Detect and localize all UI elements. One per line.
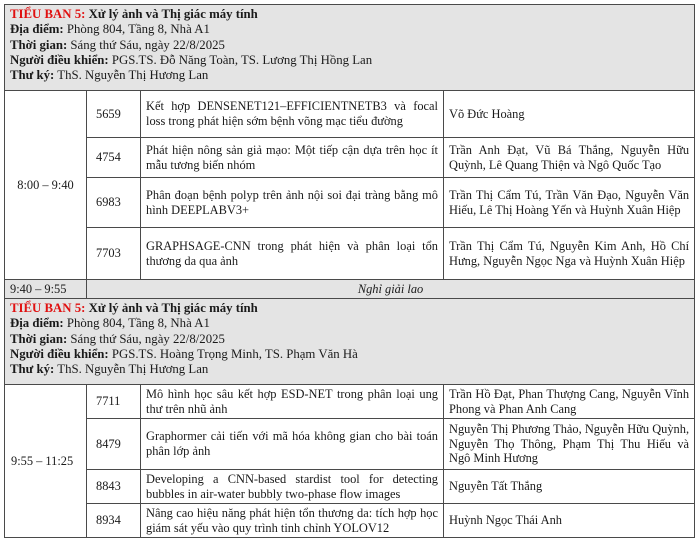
location-line: Địa điểm: Phòng 804, Tầng 8, Nhà A1 (10, 316, 210, 331)
paper-authors: Trần Hồ Đạt, Phan Thượng Cang, Nguyễn Vĩnh Phong và Phan Anh Cang (444, 385, 695, 419)
paper-authors: Huỳnh Ngọc Thái Anh (444, 504, 695, 538)
break-label: Nghỉ giải lao (87, 280, 695, 299)
break-row (5, 280, 695, 299)
time-slot: 9:55 – 11:25 (5, 385, 87, 538)
chairs-line: Người điều khiển: PGS.TS. Hoàng Trọng Minh, TS. Phạm Văn Hà (10, 346, 358, 361)
paper-id: 8479 (87, 419, 141, 470)
paper-authors: Võ Đức Hoàng (444, 91, 695, 138)
session-header-2 (5, 299, 695, 385)
paper-id: 7711 (87, 385, 141, 419)
paper-title: Developing a CNN-based stardist tool for detecting bubbles in air-water bubbly two-phase flow images (141, 470, 444, 504)
table-row (5, 504, 695, 538)
table-row (5, 91, 695, 138)
schedule-table (4, 4, 695, 538)
table-row (5, 419, 695, 470)
paper-authors: Trần Thị Cẩm Tú, Nguyễn Kim Anh, Hồ Chí Hưng, Nguyễn Ngọc Nga và Huỳnh Xuân Hiệp (444, 228, 695, 280)
paper-title: Phân đoạn bệnh polyp trên ảnh nội soi đại tràng bằng mô hình DEEPLABV3+ (141, 178, 444, 228)
time-slot: 8:00 – 9:40 (5, 91, 87, 280)
paper-id: 8934 (87, 504, 141, 538)
session-title-line: TIỂU BAN 5: Xử lý ảnh và Thị giác máy tính (10, 7, 258, 21)
table-row (5, 178, 695, 228)
paper-title: GRAPHSAGE-CNN trong phát hiện và phân loại tổn thương da qua ảnh (141, 228, 444, 280)
paper-title: Graphormer cải tiến với mã hóa không gian cho bài toán phân lớp ảnh (141, 419, 444, 470)
location-line: Địa điểm: Phòng 804, Tầng 8, Nhà A1 (10, 22, 210, 37)
paper-title: Kết hợp DENSENET121–EFFICIENTNETB3 và focal loss trong phát hiện sớm bệnh võng mạc tiểu đường (141, 91, 444, 138)
paper-id: 8843 (87, 470, 141, 504)
paper-id: 4754 (87, 138, 141, 178)
session-title-line: TIỂU BAN 5: Xử lý ảnh và Thị giác máy tính (10, 301, 258, 315)
session-header-1 (5, 5, 695, 91)
break-time: 9:40 – 9:55 (5, 280, 87, 299)
paper-title: Mô hình học sâu kết hợp ESD-NET trong phân loại ung thư trên nhũ ảnh (141, 385, 444, 419)
paper-title: Nâng cao hiệu năng phát hiện tổn thương da: tích hợp học giám sát yếu vào quy trình tinh chỉnh YOLOV12 (141, 504, 444, 538)
paper-id: 5659 (87, 91, 141, 138)
paper-id: 6983 (87, 178, 141, 228)
table-row (5, 470, 695, 504)
paper-authors: Nguyễn Tất Thắng (444, 470, 695, 504)
time-line: Thời gian: Sáng thứ Sáu, ngày 22/8/2025 (10, 37, 225, 52)
table-row (5, 138, 695, 178)
paper-title: Phát hiện nông sản giả mạo: Một tiếp cận dựa trên học ít mẫu tương biến nhóm (141, 138, 444, 178)
schedule (4, 4, 694, 538)
table-row (5, 228, 695, 280)
paper-id: 7703 (87, 228, 141, 280)
paper-authors: Trần Anh Đạt, Vũ Bá Thắng, Nguyễn Hữu Quỳnh, Lê Quang Thiện và Ngô Quốc Tạo (444, 138, 695, 178)
chairs-line: Người điều khiển: PGS.TS. Đỗ Năng Toàn, TS. Lương Thị Hồng Lan (10, 52, 373, 67)
secretary-line: Thư ký: ThS. Nguyễn Thị Hương Lan (10, 68, 209, 83)
paper-authors: Nguyễn Thị Phương Thảo, Nguyễn Hữu Quỳnh, Nguyễn Thọ Thông, Phạm Thị Thu Hiếu và Ngô Minh Hương (444, 419, 695, 470)
table-row (5, 385, 695, 419)
time-line: Thời gian: Sáng thứ Sáu, ngày 22/8/2025 (10, 331, 225, 346)
paper-authors: Trần Thị Cẩm Tú, Trần Văn Đạo, Nguyễn Văn Hiếu, Lê Thị Hoàng Yến và Huỳnh Xuân Hiệp (444, 178, 695, 228)
secretary-line: Thư ký: ThS. Nguyễn Thị Hương Lan (10, 362, 209, 377)
